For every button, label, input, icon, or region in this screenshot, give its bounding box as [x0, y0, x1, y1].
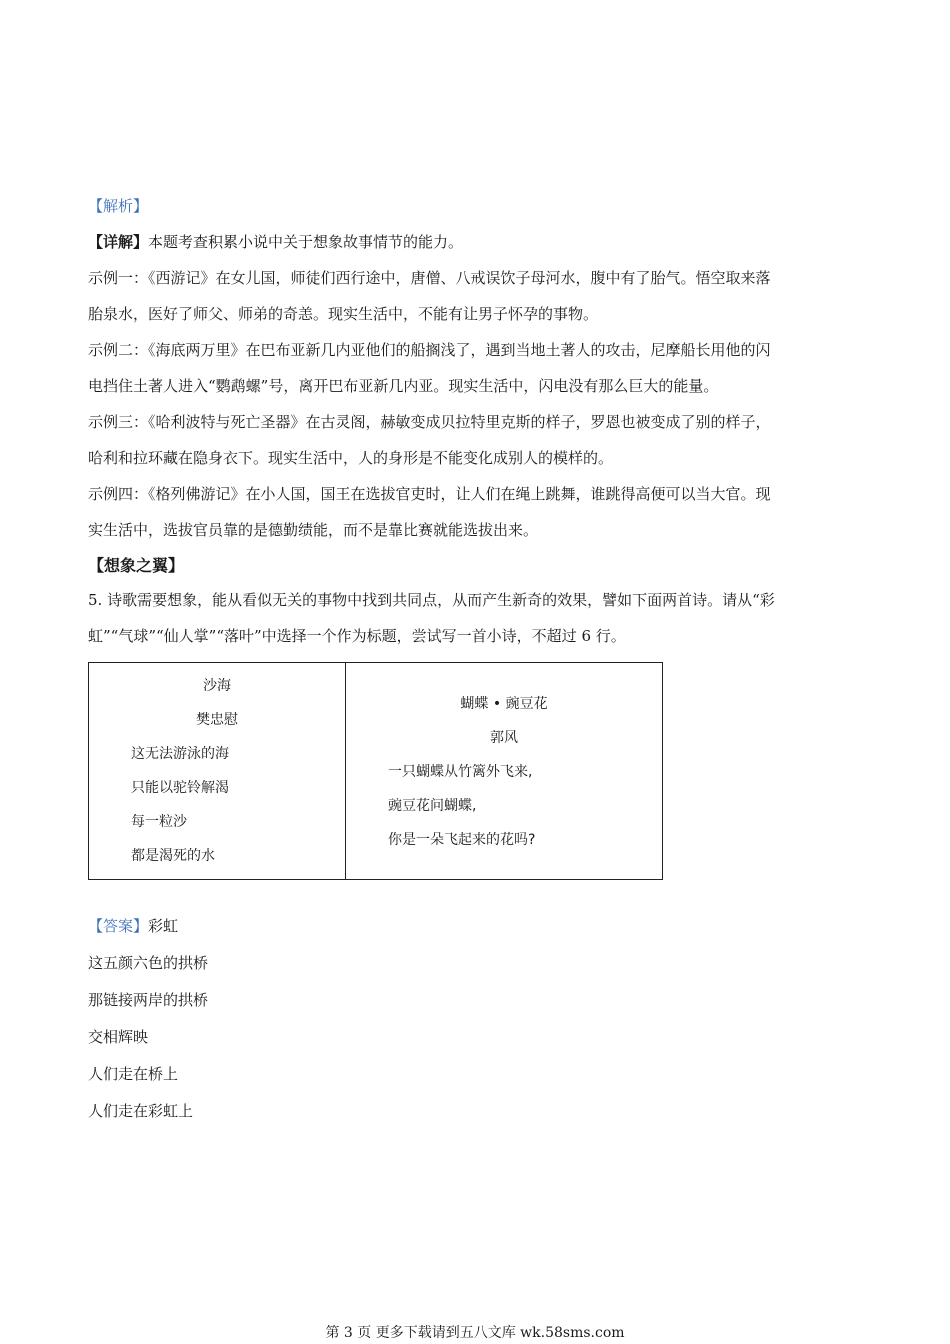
- poem-left-line: 这无法游泳的海: [131, 746, 229, 762]
- question-line-1: 5. 诗歌需要想象，能从看似无关的事物中找到共同点，从而产生新奇的效果，譬如下面两首诗。请从“彩: [88, 591, 775, 609]
- example-2-line-2: 电挡住土著人进入“鹦鹉螺”号，离开巴布亚新几内亚。现实生活中，闪电没有那么巨大的能量。: [88, 377, 719, 395]
- poem-table: [88, 662, 663, 880]
- section-title: 【想象之翼】: [88, 556, 185, 575]
- poem-right-author: 郭风: [490, 730, 518, 746]
- poem-left-title: 沙海: [203, 678, 231, 694]
- poem-right-line: 你是一朵飞起来的花吗?: [388, 832, 536, 848]
- answer-line: 这五颜六色的拱桥: [88, 954, 209, 972]
- example-3-line-1: 示例三：《哈利波特与死亡圣器》在古灵阁，赫敏变成贝拉特里克斯的样子，罗恩也被变成了别的样子，: [88, 413, 771, 431]
- answer-line: 那链接两岸的拱桥: [88, 991, 209, 1009]
- poem-left-author: 樊忠慰: [196, 712, 238, 728]
- poem-right-line: 豌豆花问蝴蝶,: [388, 798, 477, 814]
- poem-right-title: 蝴蝶 • 豌豆花: [460, 696, 548, 712]
- detail-line: [88, 224, 863, 260]
- poem-right-line: 一只蝴蝶从竹篱外飞来,: [388, 764, 533, 780]
- answer-line: 交相辉映: [88, 1028, 149, 1046]
- page-footer: 第 3 页 更多下载请到五八文库 wk.58sms.com: [325, 1325, 625, 1341]
- example-4-line-2: 实生活中，选拔官员靠的是德勤绩能，而不是靠比赛就能选拔出来。: [88, 521, 539, 539]
- poem-left-line: 只能以驼铃解渴: [131, 780, 229, 796]
- analysis-heading: [88, 188, 863, 224]
- example-1-line-1: 示例一：《西游记》在女儿国，师徒们西行途中，唐僧、八戒误饮子母河水，腹中有了胎气。悟空取来落: [88, 269, 771, 287]
- answer-line: 人们走在桥上: [88, 1065, 179, 1083]
- answer-title: 彩虹: [148, 917, 179, 935]
- answer-block: [88, 908, 863, 1130]
- example-3-line-2: 哈利和拉环藏在隐身衣下。现实生活中，人的身形是不能变化成别人的模样的。: [88, 449, 614, 467]
- question-line-2: 虹”“气球”“仙人掌”“落叶”中选择一个作为标题，尝试写一首小诗，不超过 6 行。: [88, 627, 626, 645]
- answer-tag: 【答案】: [88, 917, 149, 935]
- answer-line: 人们走在彩虹上: [88, 1102, 194, 1120]
- poem-left-cell: [89, 663, 346, 880]
- document-body: [88, 188, 863, 1130]
- example-1-line-2: 胎泉水，医好了师父、师弟的奇恙。现实生活中，不能有让男子怀孕的事物。: [88, 305, 599, 323]
- poem-left-line: 都是渴死的水: [131, 848, 215, 864]
- example-4-line-1: 示例四：《格列佛游记》在小人国，国王在选拔官吏时，让人们在绳上跳舞，谁跳得高便可以当大官。现: [88, 485, 771, 503]
- detail-tag: 【详解】: [88, 233, 149, 251]
- example-2-line-1: 示例二：《海底两万里》在巴布亚新几内亚他们的船搁浅了，遇到当地土著人的攻击，尼摩船长用他的闪: [88, 341, 771, 359]
- detail-text: 本题考查积累小说中关于想象故事情节的能力。: [148, 233, 464, 251]
- poem-left-line: 每一粒沙: [131, 814, 187, 830]
- analysis-tag: 【解析】: [88, 197, 149, 215]
- poem-right-cell: [346, 663, 663, 880]
- answer-heading: [88, 908, 863, 945]
